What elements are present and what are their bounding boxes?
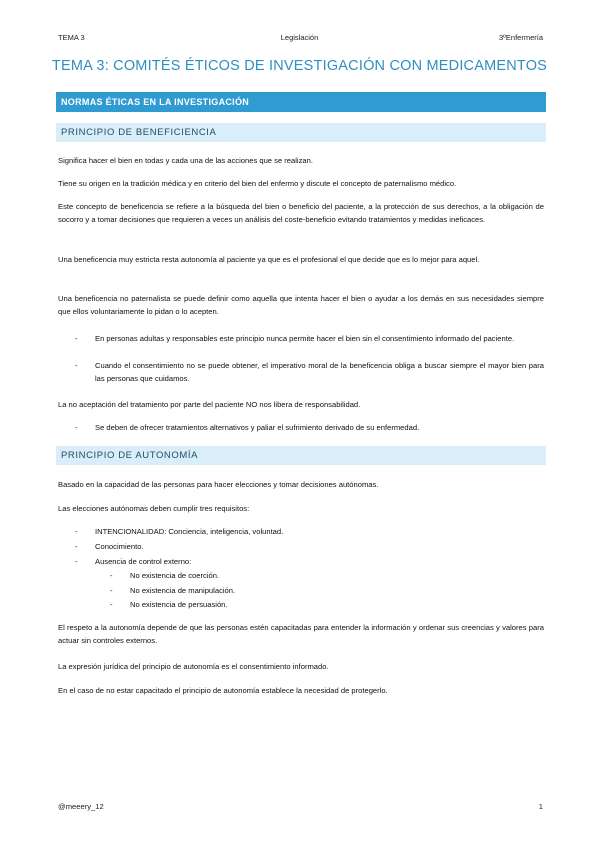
list-item-text: En personas adultas y responsables este principio nunca permite hacer el bien sin el consentimiento informado del paciente. bbox=[95, 334, 515, 343]
sub-list-item bbox=[110, 584, 530, 597]
paragraph: En el caso de no estar capacitado el principio de autonomía establece la necesidad de protegerlo. bbox=[58, 686, 388, 695]
paragraph: Tiene su origen en la tradición médica y en criterio del bien del enfermo y discute el concepto de paternalismo médico. bbox=[58, 179, 457, 188]
paragraph: La no aceptación del tratamiento por parte del paciente NO nos libera de responsabilidad. bbox=[58, 400, 361, 409]
paragraph: Este concepto de beneficencia se refiere a la búsqueda del bien o beneficio del paciente, a la protección de sus derechos, a la obligación de socorro y a tomar decisiones que requieren a veces un análisis del coste-beneficio evitando tratamientos y medidas ineficaces. bbox=[58, 202, 544, 224]
footer-author: @meeery_12 bbox=[58, 802, 104, 811]
bullet-dash: - bbox=[110, 600, 113, 609]
paragraph: Basado en la capacidad de las personas para hacer elecciones y tomar decisiones autónomas. bbox=[58, 480, 379, 489]
bullet-dash: - bbox=[110, 571, 113, 580]
sub-list-item bbox=[110, 569, 530, 582]
list-item bbox=[75, 525, 544, 538]
paragraph: Significa hacer el bien en todas y cada una de las acciones que se realizan. bbox=[58, 156, 313, 165]
page-number: 1 bbox=[538, 802, 543, 811]
list-item-text: Cuando el consentimiento no se puede obtener, el imperativo moral de la beneficencia obliga a buscar siempre el mayor bien para las personas que cuidamos. bbox=[95, 361, 544, 383]
header-center: Legislación bbox=[280, 33, 319, 42]
list-item bbox=[75, 540, 544, 553]
paragraph: El respeto a la autonomía depende de que las personas estén capacitadas para entender la información y ordenar sus creencias y valores para actuar sin controles externos. bbox=[58, 623, 544, 645]
page-title: TEMA 3: COMITÉS ÉTICOS DE INVESTIGACIÓN CON MEDICAMENTOS bbox=[51, 58, 548, 74]
list-item-text: Conocimiento. bbox=[95, 542, 144, 551]
bullet-dash: - bbox=[75, 334, 78, 343]
list-item-text: INTENCIONALIDAD: Conciencia, inteligencia, voluntad. bbox=[95, 527, 284, 536]
list-item-text: Se deben de ofrecer tratamientos alternativos y paliar el sufrimiento derivado de su enfermedad. bbox=[95, 423, 420, 432]
paragraph: Una beneficencia muy estricta resta autonomía al paciente ya que es el profesional el que decide que es lo mejor para aquel. bbox=[58, 255, 480, 264]
sub-list-item bbox=[110, 598, 530, 611]
paragraph: La expresión jurídica del principio de autonomía es el consentimiento informado. bbox=[58, 662, 329, 671]
bullet-dash: - bbox=[75, 423, 78, 432]
list-item bbox=[75, 555, 544, 568]
paragraph: Las elecciones autónomas deben cumplir tres requisitos: bbox=[58, 504, 250, 513]
list-item-text: No existencia de persuasión. bbox=[130, 600, 228, 609]
list-item bbox=[75, 332, 544, 345]
list-item bbox=[75, 421, 544, 434]
bullet-dash: - bbox=[75, 527, 78, 536]
bullet-dash: - bbox=[75, 557, 78, 566]
bullet-dash: - bbox=[75, 361, 78, 370]
list-item bbox=[75, 359, 544, 385]
subsection-heading-autonomia: PRINCIPIO DE AUTONOMÍA bbox=[56, 446, 546, 465]
header-left: TEMA 3 bbox=[58, 33, 85, 42]
list-item-text: No existencia de coerción. bbox=[130, 571, 220, 580]
header-right: 3ºEnfermería bbox=[498, 33, 543, 42]
subsection-heading-beneficencia: PRINCIPIO DE BENEFICIENCIA bbox=[56, 123, 546, 142]
list-item-text: No existencia de manipulación. bbox=[130, 586, 236, 595]
section-heading-normas: NORMAS ÉTICAS EN LA INVESTIGACIÓN bbox=[56, 92, 546, 112]
bullet-dash: - bbox=[75, 542, 78, 551]
list-item-text: Ausencia de control externo: bbox=[95, 557, 192, 566]
paragraph: Una beneficencia no paternalista se puede definir como aquella que intenta hacer el bien o ayudar a los demás en sus necesidades siempre que ellos voluntariamente lo pidan o lo acepten. bbox=[58, 294, 544, 316]
bullet-dash: - bbox=[110, 586, 113, 595]
